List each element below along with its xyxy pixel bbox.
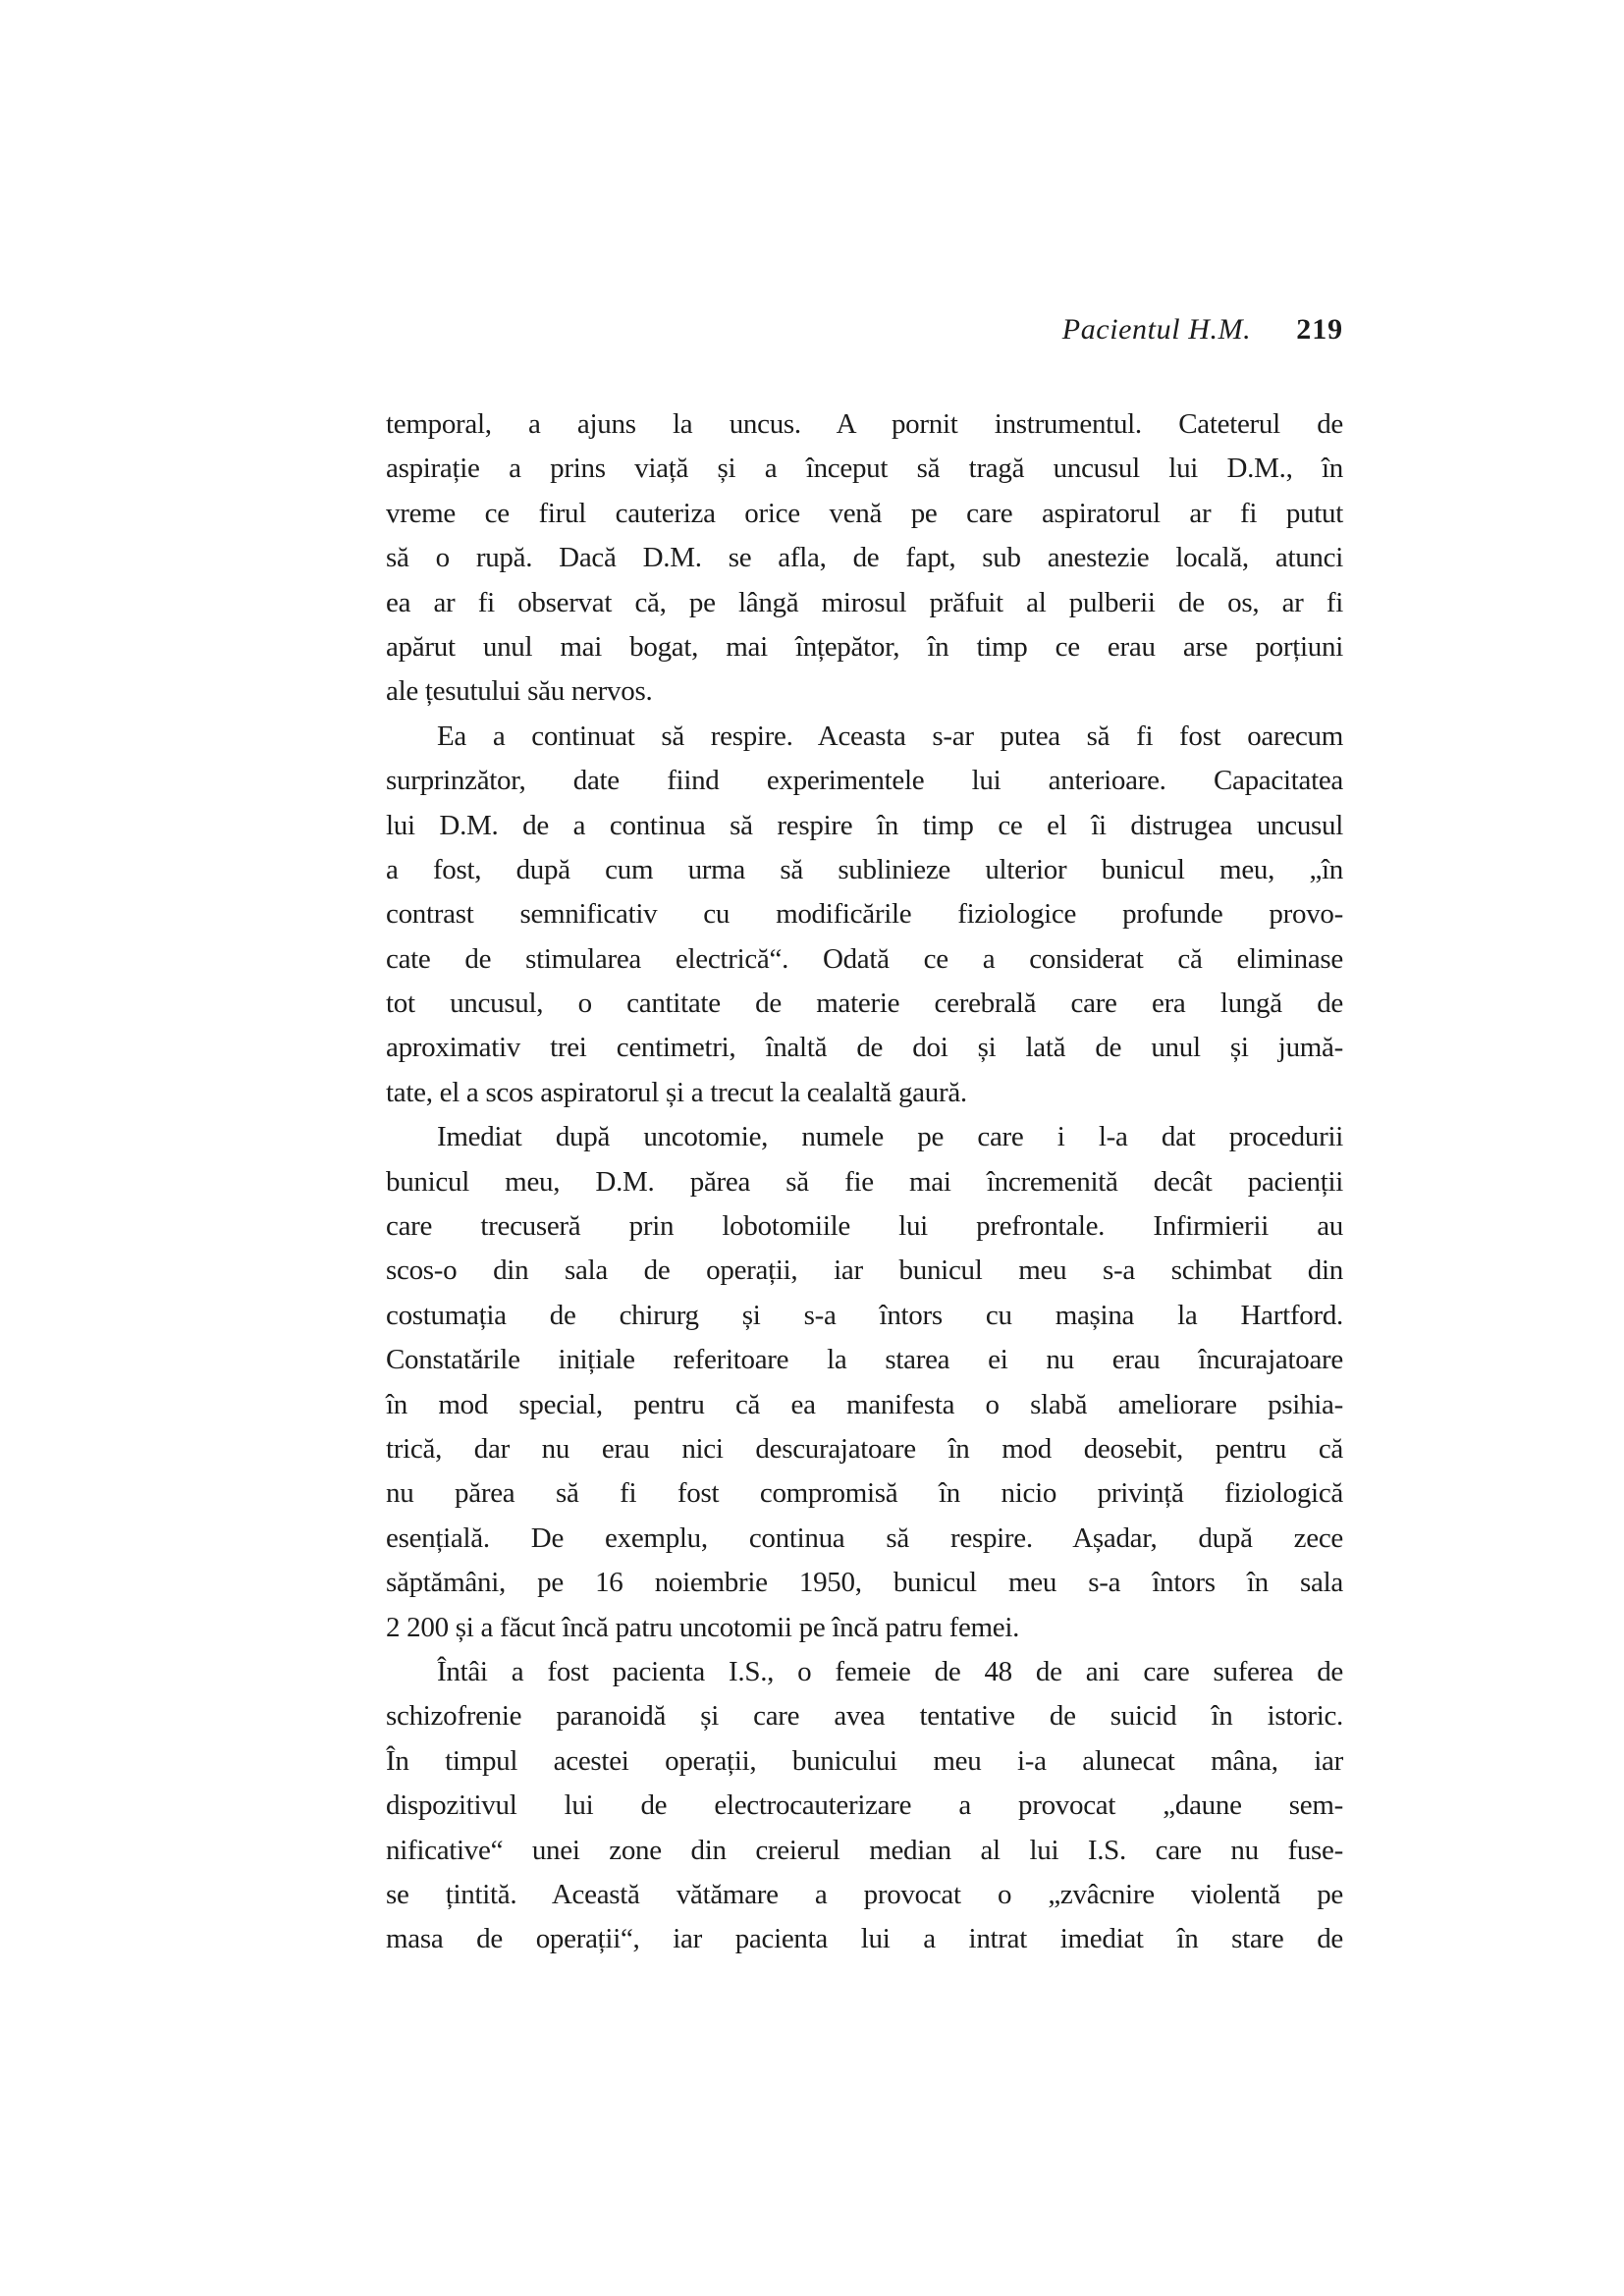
- text-line: să o rupă. Dacă D.M. se afla, de fapt, sub anestezie locală, atunci: [386, 542, 1343, 574]
- paragraph: [386, 402, 1343, 715]
- text-line: aproximativ trei centimetri, înaltă de doi și lată de unul și jumă-: [386, 1032, 1343, 1064]
- text-line: nificative“ unei zone din creierul median al lui I.S. care nu fuse-: [386, 1834, 1343, 1866]
- text-line: dispozitivul lui de electrocauterizare a provocat „daune sem-: [386, 1789, 1343, 1822]
- text-line: lui D.M. de a continua să respire în timp ce el îi distrugea uncusul: [386, 809, 1343, 841]
- text-line: în mod special, pentru că ea manifesta o slabă ameliorare psihia-: [386, 1388, 1343, 1420]
- text-line: tate, el a scos aspiratorul și a trecut la cealaltă gaură.: [386, 1076, 967, 1108]
- text-line: Imediat după uncotomie, numele pe care i l-a dat procedurii: [437, 1121, 1343, 1153]
- text-line: 2 200 și a făcut încă patru uncotomii pe încă patru femei.: [386, 1611, 1020, 1643]
- page-header: [386, 312, 1343, 347]
- text-line: costumația de chirurg și s-a întors cu mașina la Hartford.: [386, 1299, 1343, 1331]
- text-line: masa de operații“, iar pacienta lui a intrat imediat în stare de: [386, 1923, 1343, 1955]
- text-line: surprinzător, date fiind experimentele lui anterioare. Capacitatea: [386, 765, 1343, 797]
- running-title: Pacientul H.M.: [1061, 313, 1252, 346]
- text-line: ea ar fi observat că, pe lângă mirosul prăfuit al pulberii de os, ar fi: [386, 586, 1343, 618]
- text-line: tot uncusul, o cantitate de materie cerebrală care era lungă de: [386, 988, 1343, 1020]
- text-line: contrast semnificativ cu modificările fiziologice profunde provo-: [386, 898, 1343, 931]
- text-line: Întâi a fost pacienta I.S., o femeie de 48 de ani care suferea de: [437, 1655, 1343, 1687]
- text-line: săptămâni, pe 16 noiembrie 1950, bunicul meu s-a întors în sala: [386, 1567, 1343, 1599]
- text-line: vreme ce firul cauteriza orice venă pe care aspiratorul ar fi putut: [386, 497, 1343, 529]
- text-line: cate de stimularea electrică“. Odată ce a considerat că eliminase: [386, 942, 1343, 975]
- paragraph: [386, 715, 1343, 1116]
- text-line: trică, dar nu erau nici descurajatoare în mod deosebit, pentru că: [386, 1432, 1343, 1465]
- text-line: schizofrenie paranoidă și care avea tentative de suicid în istoric.: [386, 1700, 1343, 1733]
- page-number: 219: [1296, 313, 1343, 346]
- body-text: [386, 402, 1343, 1962]
- text-line: În timpul acestei operații, bunicului meu i-a alunecat mâna, iar: [386, 1744, 1343, 1777]
- paragraph: [386, 1115, 1343, 1650]
- text-line: nu părea să fi fost compromisă în nicio privință fiziologică: [386, 1477, 1343, 1510]
- text-line: care trecuseră prin lobotomiile lui prefrontale. Infirmierii au: [386, 1210, 1343, 1243]
- text-line: ale țesutului său nervos.: [386, 675, 653, 708]
- text-line: temporal, a ajuns la uncus. A pornit instrumentul. Cateterul de: [386, 408, 1343, 440]
- text-line: se țintită. Această vătămare a provocat o „zvâcnire violentă pe: [386, 1878, 1343, 1910]
- text-line: bunicul meu, D.M. părea să fie mai încremenită decât pacienții: [386, 1165, 1343, 1198]
- text-line: apărut unul mai bogat, mai înțepător, în timp ce erau arse porțiuni: [386, 630, 1343, 663]
- text-line: Constatările inițiale referitoare la starea ei nu erau încurajatoare: [386, 1344, 1343, 1376]
- text-line: scos-o din sala de operații, iar bunicul meu s-a schimbat din: [386, 1255, 1343, 1287]
- text-line: aspirație a prins viață și a început să tragă uncusul lui D.M., în: [386, 453, 1343, 485]
- paragraph: [386, 1650, 1343, 1962]
- text-line: Ea a continuat să respire. Aceasta s-ar putea să fi fost oarecum: [437, 720, 1343, 752]
- text-line: a fost, după cum urma să sublinieze ulterior bunicul meu, „în: [386, 853, 1343, 885]
- text-line: esențială. De exemplu, continua să respire. Așadar, după zece: [386, 1522, 1343, 1554]
